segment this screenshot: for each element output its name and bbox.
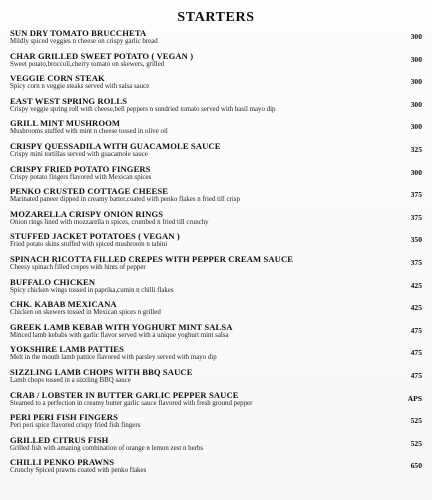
item-price: 475 — [410, 348, 422, 358]
item-price: 300 — [410, 54, 422, 64]
menu-item — [10, 435, 422, 457]
item-price: 425 — [410, 280, 422, 290]
item-name: SUN DRY TOMATO BRUCCHETA — [10, 28, 147, 38]
item-price: 475 — [410, 370, 422, 380]
item-name: YOKSHIRE LAMB PATTIES — [10, 344, 124, 355]
item-price: 475 — [410, 325, 422, 335]
item-description: Lamb chops tossed in a sizzling BBQ sauce — [10, 376, 131, 384]
item-price: 300 — [410, 77, 422, 87]
item-price: 300 — [410, 32, 422, 41]
menu-item — [10, 254, 422, 276]
item-description: Onion rings lined with mozzarella n spices, crumbed n fried till crunchy — [10, 218, 209, 226]
item-description: Marinated paneer dipped in creamy batter,coated with penko flakes n fried till crisp — [10, 196, 240, 204]
item-name: SPINACH RICOTTA FILLED CREPES WITH PEPPER CREAM SAUCE — [10, 253, 294, 264]
menu-item — [10, 118, 422, 140]
item-price: 300 — [410, 99, 422, 109]
menu-list — [10, 28, 422, 480]
menu-item — [10, 209, 422, 231]
menu-item — [10, 367, 422, 389]
menu-item — [10, 231, 422, 253]
item-description: Melt in the mouth lamb pattice flavored with parsley served with mayo dip — [10, 354, 217, 362]
menu-item — [10, 322, 422, 344]
item-description: Crispy potato fingers flavored with Mexican spices — [10, 173, 152, 181]
item-name: MOZARELLA CRISPY ONION RINGS — [10, 208, 164, 219]
item-price: 300 — [410, 167, 422, 177]
menu-item — [10, 390, 422, 412]
item-description: Sweet potato,broccoli,cherry tomato on skewers, grilled — [10, 60, 165, 68]
item-price: 300 — [410, 122, 422, 132]
menu-item — [10, 96, 422, 118]
item-price: 425 — [410, 303, 422, 313]
item-name: GRILLED CITRUS FISH — [10, 434, 109, 445]
item-name: BUFFALO CHICKEN — [10, 276, 96, 287]
menu-item — [10, 412, 422, 434]
item-name: CHAR GRILLED SWEET POTATO ( VEGAN ) — [10, 50, 194, 61]
item-name: CHK. KABAB MEXICANA — [10, 299, 117, 310]
item-name: PERI PERI FISH FINGERS — [10, 412, 118, 423]
item-description: Spicy chicken wings tossed in paprika,cumin n chilli flakes — [10, 286, 174, 294]
item-description: Steamed to a perfection in creamy butter garlic sauce flavored with fresh ground pepper — [10, 399, 253, 407]
item-price: APS — [407, 393, 422, 403]
item-price: 375 — [410, 212, 422, 222]
menu-item — [10, 73, 422, 95]
item-price: 650 — [410, 461, 422, 471]
item-name: STUFFED JACKET POTATOES ( VEGAN ) — [10, 231, 180, 242]
menu-item — [10, 164, 422, 186]
item-name: PENKO CRUSTED COTTAGE CHEESE — [10, 186, 169, 197]
item-name: CRISPY QUESSADILA WITH GUACAMOLE SAUCE — [10, 140, 221, 151]
item-description: Crispy veggie spring roll with cheese,bell peppers n sundried tomato served with basil mayo dip — [10, 105, 276, 113]
item-name: SIZZLING LAMB CHOPS WITH BBQ SAUCE — [10, 366, 193, 377]
menu-item — [10, 457, 422, 479]
item-description: Grilled fish with amazing combination of orange n lemon zest n herbs — [10, 444, 204, 452]
item-description: Cheesy spinach filled crepes with hints of pepper — [10, 263, 146, 271]
item-name: VEGGIE CORN STEAK — [10, 73, 105, 84]
item-name: CHILLI PENKO PRAWNS — [10, 457, 115, 468]
item-name: EAST WEST SPRING ROLLS — [10, 95, 128, 106]
item-description: Fried potato skins stuffed with spiced mushroom n tahini — [10, 241, 168, 249]
item-description: Mildly spiced veggies n cheese on crispy garlic bread — [10, 38, 158, 45]
menu-item — [10, 28, 422, 50]
item-name: CRAB / LOBSTER IN BUTTER GARLIC PEPPER SAUCE — [10, 389, 239, 400]
menu-item — [10, 299, 422, 321]
section-title: STARTERS — [177, 10, 255, 25]
item-price: 375 — [410, 257, 422, 267]
menu-item — [10, 186, 422, 208]
item-name: GREEK LAMB KEBAB WITH YOGHURT MINT SALSA — [10, 321, 233, 332]
item-name: CRISPY FRIED POTATO FINGERS — [10, 163, 151, 174]
item-description: Crispy mini tortillas served with guacamole sauce — [10, 150, 148, 158]
item-price: 375 — [410, 190, 422, 200]
menu-item — [10, 51, 422, 73]
item-description: Minced lamb kebabs with garlic flavor served with a unique yoghurt mint salsa — [10, 331, 229, 339]
item-description: Spicy corn n veggie steaks served with salsa sauce — [10, 83, 150, 91]
menu-item — [10, 277, 422, 299]
item-price: 325 — [410, 144, 422, 154]
menu-item — [10, 344, 422, 366]
item-description: Crunchy Spiced prawns coated with penko flakes — [10, 467, 147, 475]
item-price: 525 — [410, 438, 422, 448]
item-price: 525 — [410, 416, 422, 426]
item-description: Mushrooms stuffed with mint n cheese tossed in olive oil — [10, 128, 168, 136]
item-description: Chicken on skewers tossed in Mexican spices n grilled — [10, 309, 161, 317]
item-price: 350 — [410, 235, 422, 245]
menu-item — [10, 141, 422, 163]
item-name: GRILL MINT MUSHROOM — [10, 118, 121, 129]
item-description: Peri peri spice flavored crispy fried fish fingers — [10, 422, 141, 430]
